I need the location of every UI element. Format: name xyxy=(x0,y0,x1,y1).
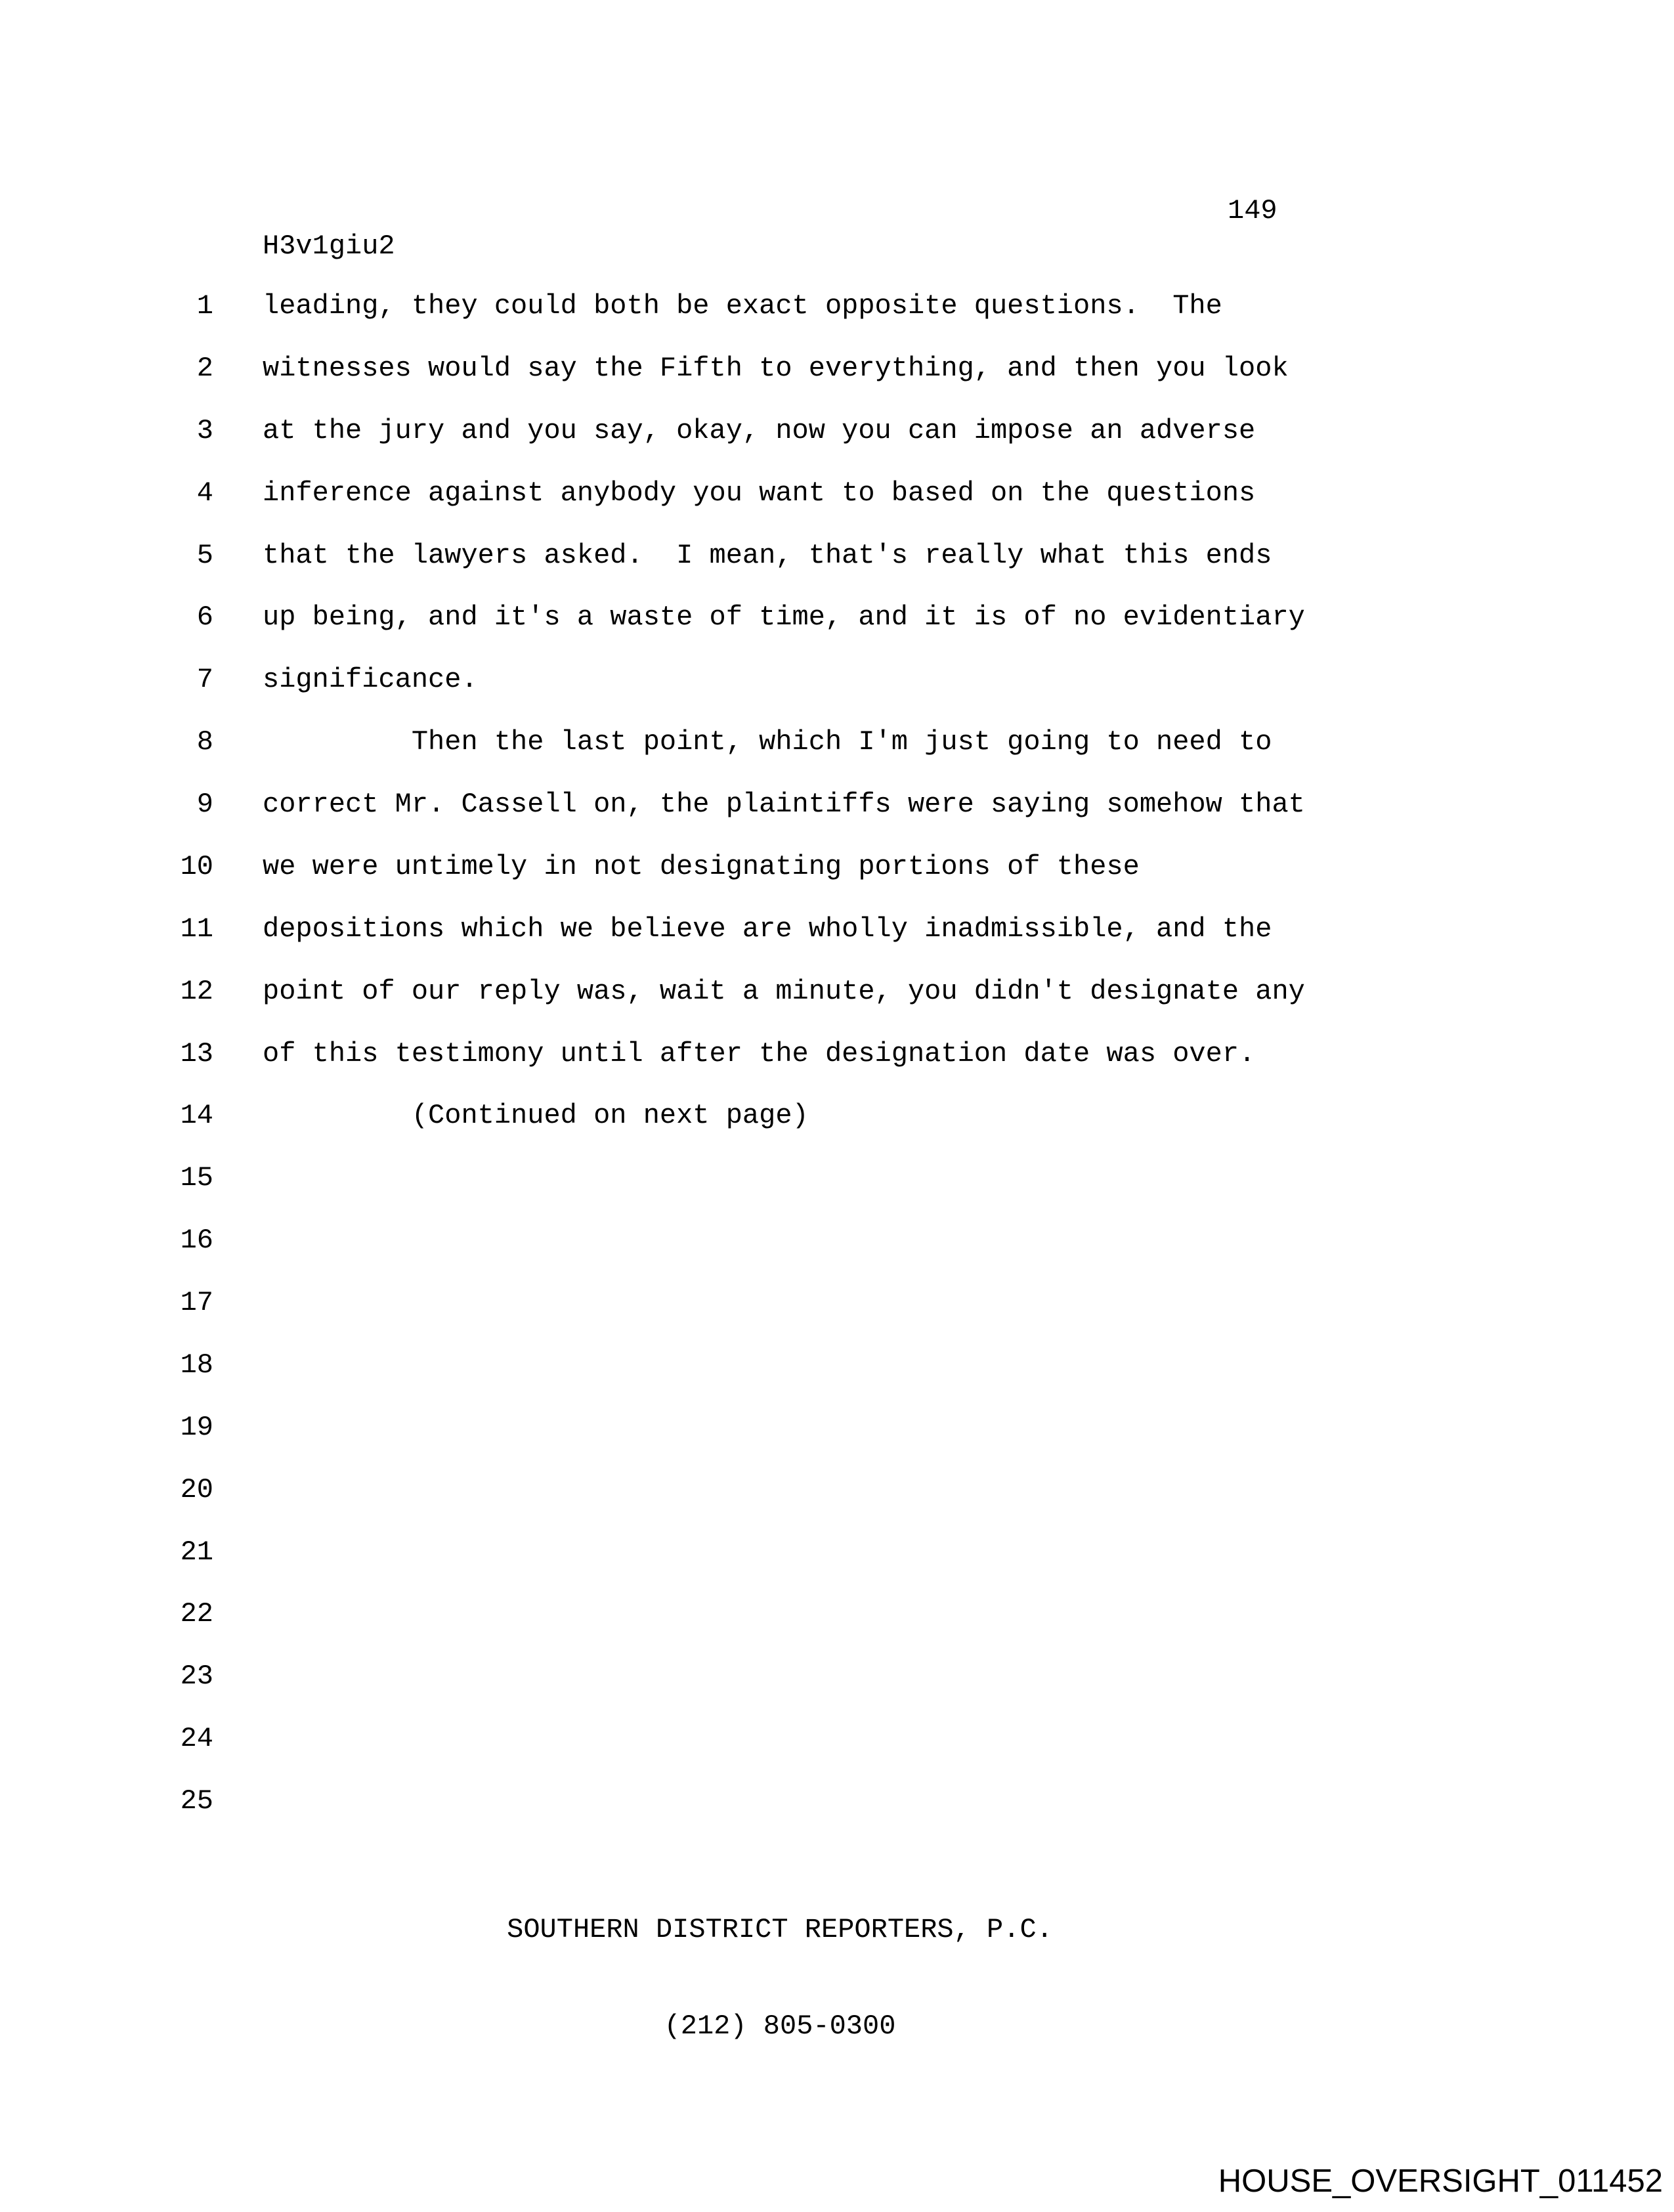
session-id: H3v1giu2 xyxy=(263,230,395,262)
transcript-line xyxy=(0,462,1674,525)
bates-stamp: HOUSE_OVERSIGHT_011452 xyxy=(1218,2163,1663,2199)
line-number: 20 xyxy=(180,1473,213,1506)
transcript-line xyxy=(0,1708,1674,1770)
transcript-body xyxy=(0,275,1674,1832)
line-number: 7 xyxy=(196,664,213,696)
line-text: at the jury and you say, okay, now you can impose an adverse xyxy=(263,414,1256,446)
transcript-line xyxy=(0,525,1674,587)
transcript-line xyxy=(0,337,1674,400)
line-number: 4 xyxy=(196,477,213,509)
transcript-line xyxy=(0,1645,1674,1708)
line-number: 12 xyxy=(180,975,213,1007)
line-number: 2 xyxy=(196,352,213,384)
transcript-line xyxy=(0,1209,1674,1272)
reporter-footer xyxy=(58,1850,1502,2107)
transcript-line xyxy=(0,1770,1674,1832)
line-number: 9 xyxy=(196,789,213,820)
line-text: leading, they could both be exact opposite questions. The xyxy=(263,290,1222,322)
transcript-line xyxy=(0,1023,1674,1085)
transcript-line xyxy=(0,961,1674,1023)
line-number: 24 xyxy=(180,1723,213,1755)
line-text: witnesses would say the Fifth to everything, and then you look xyxy=(263,352,1289,384)
line-number: 19 xyxy=(180,1411,213,1443)
line-text: correct Mr. Cassell on, the plaintiffs were saying somehow that xyxy=(263,789,1305,820)
transcript-line xyxy=(0,898,1674,961)
line-number: 13 xyxy=(180,1037,213,1070)
line-text: significance. xyxy=(263,664,478,696)
line-text: inference against anybody you want to based on the questions xyxy=(263,477,1256,509)
transcript-line xyxy=(0,1459,1674,1521)
line-text: we were untimely in not designating portions of these xyxy=(263,850,1140,882)
line-number: 18 xyxy=(180,1349,213,1381)
reporter-phone: (212) 805-0300 xyxy=(664,2010,896,2042)
transcript-line xyxy=(0,773,1674,836)
reporter-name: SOUTHERN DISTRICT REPORTERS, P.C. xyxy=(507,1914,1053,1945)
line-number: 5 xyxy=(196,539,213,571)
transcript-line xyxy=(0,586,1674,649)
transcript-line xyxy=(0,400,1674,462)
transcript-line xyxy=(0,711,1674,773)
line-text: of this testimony until after the designation date was over. xyxy=(263,1037,1256,1070)
line-number: 21 xyxy=(180,1536,213,1568)
line-number: 23 xyxy=(180,1660,213,1693)
transcript-line xyxy=(0,1583,1674,1645)
transcript-line xyxy=(0,1272,1674,1334)
line-text: depositions which we believe are wholly inadmissible, and the xyxy=(263,913,1272,945)
transcript-line xyxy=(0,1397,1674,1459)
line-number: 25 xyxy=(180,1785,213,1817)
line-number: 17 xyxy=(180,1287,213,1318)
line-text: up being, and it's a waste of time, and it is of no evidentiary xyxy=(263,601,1305,634)
line-number: 16 xyxy=(180,1225,213,1257)
line-text: point of our reply was, wait a minute, you didn't designate any xyxy=(263,975,1305,1007)
line-number: 6 xyxy=(196,601,213,634)
line-number: 1 xyxy=(196,290,213,322)
line-text: Then the last point, which I'm just going to need to xyxy=(263,726,1272,758)
line-number: 22 xyxy=(180,1598,213,1630)
line-number: 8 xyxy=(196,726,213,758)
line-number: 3 xyxy=(196,414,213,446)
line-number: 15 xyxy=(180,1162,213,1194)
line-number: 14 xyxy=(180,1100,213,1132)
transcript-line xyxy=(0,1521,1674,1584)
transcript-line xyxy=(0,1147,1674,1209)
line-text: (Continued on next page) xyxy=(263,1100,809,1132)
page-number: 149 xyxy=(1228,195,1277,227)
line-number: 11 xyxy=(180,913,213,945)
transcript-line xyxy=(0,1085,1674,1147)
line-text: that the lawyers asked. I mean, that's really what this ends xyxy=(263,539,1272,571)
line-number: 10 xyxy=(180,850,213,882)
transcript-line xyxy=(0,275,1674,337)
transcript-line xyxy=(0,836,1674,898)
transcript-line xyxy=(0,649,1674,711)
transcript-line xyxy=(0,1334,1674,1397)
